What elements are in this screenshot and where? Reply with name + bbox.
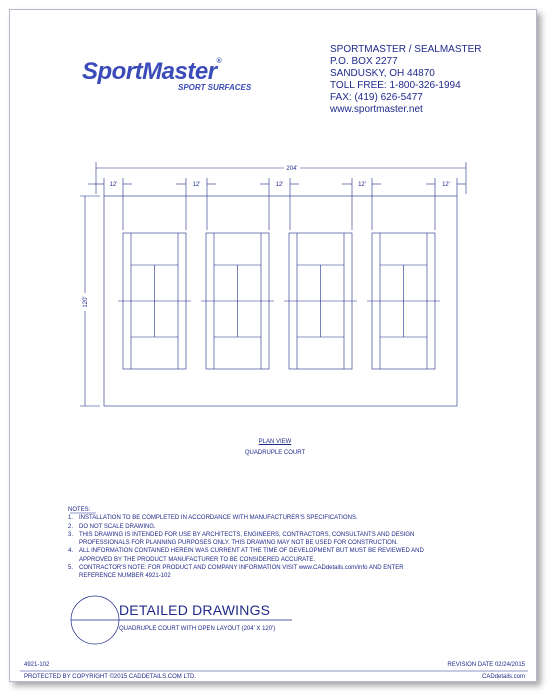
width-dimension-label: 204' xyxy=(286,166,298,172)
tennis-court-3 xyxy=(284,233,357,369)
tennis-court-1 xyxy=(118,233,191,369)
note-text: THIS DRAWING IS INTENDED FOR USE BY ARCHITECTS, ENGINEERS, CONTRACTORS, CONSULTANTS AND DESIGN xyxy=(79,531,415,538)
tennis-court-4 xyxy=(367,233,440,369)
note-item xyxy=(68,514,424,522)
note-number: 5. xyxy=(68,565,74,572)
notes-heading: NOTES: xyxy=(68,507,91,513)
spacing-label-2: 12' xyxy=(192,182,201,188)
note-number: 2. xyxy=(68,523,74,530)
reference-number: 4921-102 xyxy=(24,662,50,668)
tennis-courts xyxy=(118,233,440,369)
note-item xyxy=(68,531,424,539)
note-item xyxy=(68,564,424,572)
logo-registered-mark: ® xyxy=(216,58,222,65)
note-item xyxy=(68,523,424,531)
caddetails-site[interactable]: CADdetails.com xyxy=(481,674,525,680)
spacing-label-1: 12' xyxy=(109,182,118,188)
note-text: DO NOT SCALE DRAWING. xyxy=(79,523,156,530)
company-toll-free: TOLL FREE: 1-800-326-1994 xyxy=(330,80,461,91)
copyright-notice: PROTECTED BY COPYRIGHT ©2015 CADDETAILS.COM LTD. xyxy=(24,674,197,680)
spacing-label-4: 12' xyxy=(358,182,366,188)
company-website: www.sportmaster.net xyxy=(330,104,423,115)
note-text: CONTRACTOR'S NOTE: FOR PRODUCT AND COMPANY INFORMATION VISIT www.CADdetails.com/info AND ENTER xyxy=(79,565,404,572)
note-text: ALL INFORMATION CONTAINED HEREIN WAS CURRENT AT THE TIME OF DEVELOPMENT BUT MUST BE REVIEWED AND xyxy=(79,548,424,555)
company-fax: FAX: (419) 626-5477 xyxy=(330,92,423,103)
note-number: 1. xyxy=(68,515,74,522)
note-text: INSTALLATION TO BE COMPLETED IN ACCORDANCE WITH MANUFACTURER'S SPECIFICATIONS. xyxy=(79,515,358,522)
plan-view-subtitle: QUADRUPLE COURT xyxy=(244,450,306,456)
notes-section xyxy=(68,506,424,581)
note-number: 4. xyxy=(68,548,74,555)
spacing-label-3: 12' xyxy=(275,182,284,188)
company-po-box: P.O. BOX 2277 xyxy=(330,56,398,67)
revision-date: REVISION DATE 02/24/2015 xyxy=(447,662,525,668)
note-text-continued: REFERENCE NUMBER 4921-102 xyxy=(79,573,171,580)
logo-tagline: SPORT SURFACES xyxy=(178,83,252,92)
logo-wordmark: SportMaster xyxy=(82,58,217,85)
note-text-continued: PROFESSIONALS FOR PLANNING PURPOSES ONLY. THIS DRAWING MAY NOT BE USED FOR CONSTRUCTION. xyxy=(79,540,398,547)
spacing-label-5: 12' xyxy=(442,182,450,188)
title-block-subtitle: QUADRUPLE COURT WITH OPEN LAYOUT (204' X 120') xyxy=(119,626,276,632)
title-block-title: DETAILED DRAWINGS xyxy=(119,602,271,618)
note-text-continued: APPROVED BY THE PRODUCT MANUFACTURER TO BE CONSIDERED ACCURATE. xyxy=(79,556,316,563)
note-number: 3. xyxy=(68,531,74,538)
company-name: SPORTMASTER / SEALMASTER xyxy=(330,44,482,55)
height-dimension-label: 120' xyxy=(83,296,89,308)
note-item xyxy=(68,547,424,555)
plan-view-title: PLAN VIEW xyxy=(258,439,292,445)
tennis-court-2 xyxy=(201,233,274,369)
company-city: SANDUSKY, OH 44870 xyxy=(330,68,435,79)
